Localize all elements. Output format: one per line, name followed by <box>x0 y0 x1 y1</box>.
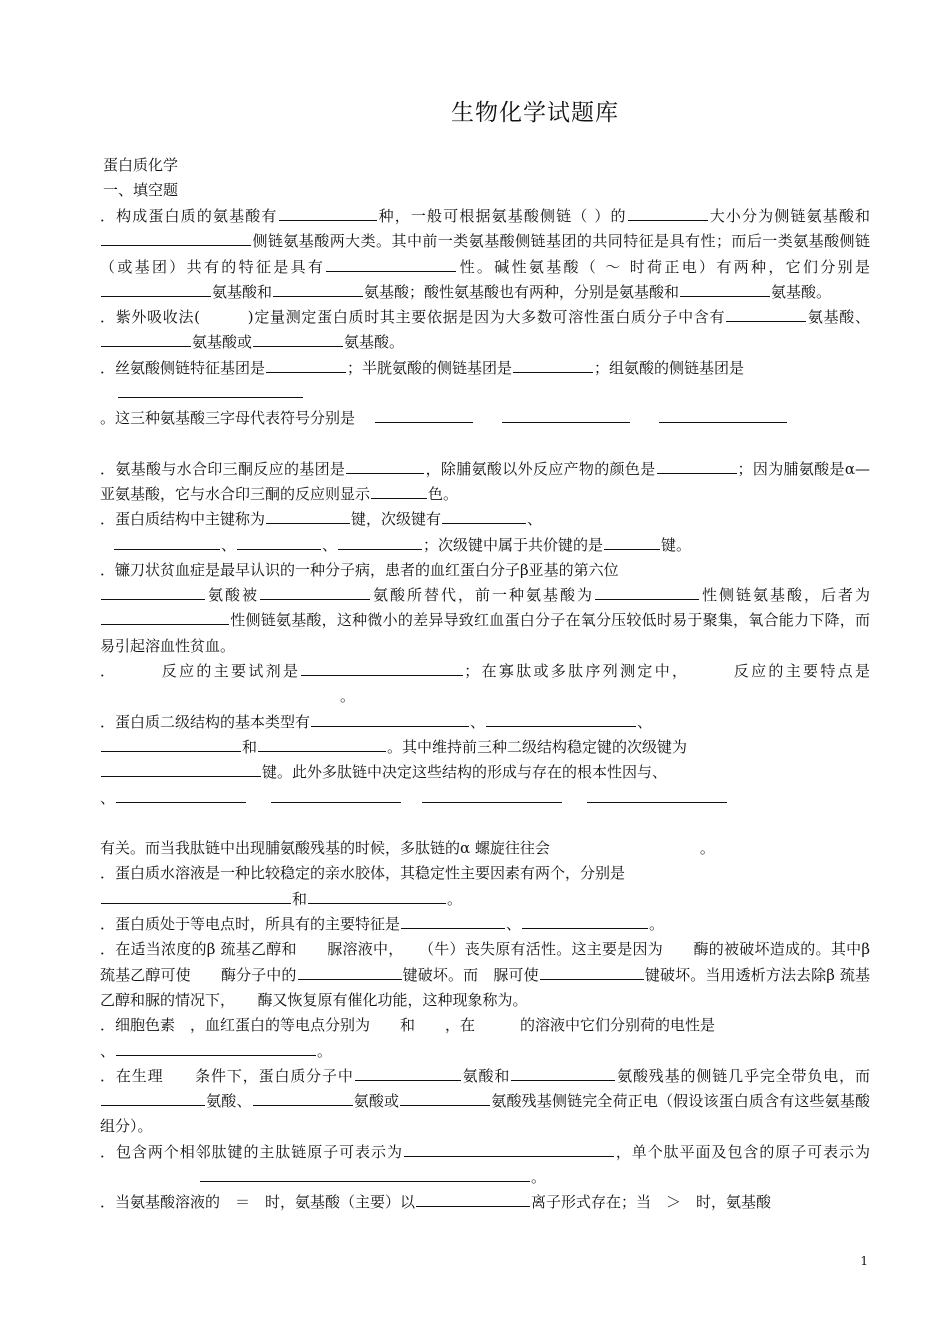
q10-text: ．蛋白质处于等电点时，所具有的主要特征是 <box>100 915 401 934</box>
q4-text: ；因为脯氨酸是α—亚氨基酸，它与水合印三酮的反应则显示 <box>100 459 870 503</box>
page-title: 生物化学试题库 <box>451 100 619 126</box>
q1-text: ．构成蛋白质的氨基酸有 <box>100 207 278 225</box>
q10-text: 。 <box>649 915 665 934</box>
q15-text: 离子形式存在；当 ＞ 时，氨基酸 <box>531 1193 772 1212</box>
question-6 <box>100 558 870 659</box>
answer-blank[interactable] <box>116 788 246 803</box>
q11-text: 键破坏。而 脲可使 <box>402 965 539 984</box>
q3-text: ；半胱氨酸的侧链基团是 <box>347 358 513 377</box>
q6-text: 性侧链氨基酸，后者为 <box>699 586 870 605</box>
answer-blank[interactable] <box>260 585 370 600</box>
q9-text: ．蛋白质水溶液是一种比较稳定的亲水胶体，其稳定性主要因素有两个，分别是 <box>100 864 626 883</box>
answer-blank[interactable] <box>326 257 456 272</box>
answer-blank[interactable] <box>258 737 386 752</box>
question-7 <box>100 659 870 710</box>
q13-text: 氨酸和 <box>461 1066 511 1085</box>
q5-text: 键，次级键有 <box>351 510 442 529</box>
q13-text: 氨酸残基侧链完全荷正电（假设该蛋白质含有这些氨基酸组分）。 <box>100 1092 870 1136</box>
answer-blank[interactable] <box>355 1066 461 1081</box>
q11-text: 。 <box>512 990 528 1009</box>
q13-text: 氨酸残基的侧链几乎完全带负电，而 <box>616 1066 870 1085</box>
answer-blank[interactable] <box>308 889 446 904</box>
question-list <box>100 204 870 1216</box>
q8-text: 键。此外多肽链中决定这些结构的形成与存在的根本性因与 <box>262 763 653 782</box>
q12-text: 。 <box>317 1041 333 1060</box>
q8-text: 。其中维持前三种二级结构稳定键的次级键为 <box>387 737 688 756</box>
answer-blank[interactable] <box>200 1167 530 1182</box>
answer-blank[interactable] <box>298 965 402 980</box>
section-heading: 一、填空题 <box>103 181 179 199</box>
q2-text: ．紫外吸收法( )定量测定蛋白质时其主要依据是因为大多数可溶性蛋白质分子中含有 <box>100 308 726 327</box>
q4-text: ，除脯氨酸以外反应产物的颜色是 <box>425 459 656 478</box>
page-number: 1 <box>860 1254 868 1268</box>
answer-blank[interactable] <box>116 1041 316 1056</box>
q6-text: 性侧链氨基酸，这种微小的差异导致红血蛋白分子在氧分压较低时易于聚集，氧合能力下降，而易引起溶血性贫血。 <box>100 611 870 655</box>
q2-text: 氨基酸。 <box>344 333 405 352</box>
q8-text: 有关。而当我肽链中出现脯氨酸残基的时候，多肽链的α 螺旋往往会 <box>100 839 550 858</box>
q8-text: 和 <box>242 737 258 756</box>
answer-blank[interactable] <box>657 459 737 474</box>
q5-text: 、 <box>322 535 338 554</box>
q14-text: 。 <box>531 1167 547 1186</box>
answer-blank[interactable] <box>659 408 787 423</box>
q1-text: 氨基酸和 <box>212 282 273 301</box>
answer-blank[interactable] <box>401 914 505 929</box>
answer-blank[interactable] <box>101 762 261 777</box>
q1-text: 氨基酸。 <box>771 282 832 301</box>
q6-text: 氨酸被 <box>206 586 259 605</box>
answer-blank[interactable] <box>346 459 424 474</box>
answer-blank[interactable] <box>502 408 630 423</box>
question-15 <box>100 1190 870 1215</box>
q8-text: 、 <box>637 712 653 731</box>
answer-blank[interactable] <box>540 965 644 980</box>
answer-blank[interactable] <box>271 788 401 803</box>
q3-text: ．丝氨酸侧链特征基团是 <box>100 358 266 377</box>
question-10 <box>100 912 870 937</box>
answer-blank[interactable] <box>522 914 648 929</box>
answer-blank[interactable] <box>101 1091 205 1106</box>
answer-blank[interactable] <box>587 788 727 803</box>
answer-blank[interactable] <box>338 535 422 550</box>
answer-blank[interactable] <box>237 535 321 550</box>
answer-blank[interactable] <box>253 332 343 347</box>
answer-blank[interactable] <box>253 1091 353 1106</box>
answer-blank[interactable] <box>266 509 350 524</box>
answer-blank[interactable] <box>301 661 463 676</box>
answer-blank[interactable] <box>101 610 229 625</box>
question-9 <box>100 861 870 912</box>
answer-blank[interactable] <box>118 383 303 398</box>
question-8 <box>100 710 870 862</box>
q9-text: 和 <box>292 889 308 908</box>
q8-text: 、 <box>652 763 668 782</box>
question-14 <box>100 1140 870 1191</box>
q3-text: 。这三种氨基酸三字母代表符号分别是 <box>100 409 356 428</box>
q14-text: ，单个肽平面及包含的原子可表示为 <box>614 1142 870 1161</box>
q7-text: ． 反应的主要试剂是 <box>100 662 301 681</box>
q13-text: 氨酸或 <box>353 1092 400 1111</box>
q13-text: 氨酸、 <box>206 1092 252 1111</box>
answer-blank[interactable] <box>416 1192 530 1207</box>
q11-text: ．在适当浓度的β 巯基乙醇和 脲溶液中， （牛）丧失原有活性。这主要是因为 酶的被破坏造成的。其中β 巯基乙醇可使 酶分子中的 <box>100 940 870 984</box>
answer-blank[interactable] <box>513 358 593 373</box>
question-13 <box>100 1064 870 1140</box>
answer-blank[interactable] <box>101 282 211 297</box>
q7-text: 。 <box>340 687 356 706</box>
q15-text: ．当氨基酸溶液的 ＝ 时，氨基酸（主要）以 <box>100 1193 416 1212</box>
q5-text: ；次级键中属于共价键的是 <box>423 535 604 554</box>
chapter-heading: 蛋白质化学 <box>103 156 179 174</box>
answer-blank[interactable] <box>400 1091 490 1106</box>
q12-text: ．细胞色素 ，血红蛋白的等电点分别为 和 ，在 的溶液中它们分别荷的电性是 <box>100 1016 716 1035</box>
answer-blank[interactable] <box>680 282 770 297</box>
q4-text: 色。 <box>428 484 459 503</box>
answer-blank[interactable] <box>311 712 469 727</box>
answer-blank[interactable] <box>404 1142 614 1157</box>
answer-blank[interactable] <box>371 484 427 499</box>
q8-text: 、 <box>100 788 116 807</box>
q5-text: 、 <box>221 535 237 554</box>
q10-text: 、 <box>506 915 522 934</box>
answer-blank[interactable] <box>595 585 699 600</box>
q11-text: 键破坏。当用透析方法去除β 巯基乙醇和脲的情况下， 酶又恢复原有催化功能，这种现象称为 <box>100 965 870 1009</box>
answer-blank[interactable] <box>279 206 377 221</box>
answer-blank[interactable] <box>511 1066 615 1081</box>
answer-blank[interactable] <box>486 712 636 727</box>
answer-blank[interactable] <box>375 408 473 423</box>
q1-text: 性。碱性氨基酸（ ～ 时荷正电）有两种，它们分别是 <box>457 257 870 276</box>
answer-blank[interactable] <box>266 358 346 373</box>
q2-text: 氨基酸或 <box>192 333 253 352</box>
answer-blank[interactable] <box>114 535 220 550</box>
question-11 <box>100 937 870 1013</box>
q1-text: 氨基酸；酸性氨基酸也有两种，分别是氨基酸和 <box>364 282 680 301</box>
answer-blank[interactable] <box>726 307 806 322</box>
q5-text: 键。 <box>661 535 692 554</box>
q8-text: 。 <box>699 839 715 858</box>
answer-blank[interactable] <box>101 332 191 347</box>
answer-blank[interactable] <box>101 585 205 600</box>
q1-text: 大小分为侧链氨基酸和 <box>708 207 870 225</box>
q5-text: ．蛋白质结构中主键称为 <box>100 510 266 529</box>
question-3 <box>100 356 870 432</box>
q6-text: ．镰刀状贫血症是最早认识的一种分子病，患者的血红蛋白分子β亚基的第六位 <box>100 560 619 579</box>
q8-text: 、 <box>470 712 486 731</box>
q4-text: ．氨基酸与水合印三酮反应的基团是 <box>100 459 346 478</box>
question-1 <box>100 204 870 305</box>
q2-text: 氨基酸、 <box>807 308 870 327</box>
q3-text: ；组氨酸的侧链基团是 <box>594 358 745 377</box>
q1-text: 侧链氨基酸两大类。其中前一类氨基酸侧链基团的共同特征是具有性；而后一类氨基酸侧链（或基团）共有的特征是具有 <box>100 232 870 276</box>
answer-blank[interactable] <box>101 889 291 904</box>
q13-text: ．在生理 条件下，蛋白质分子中 <box>100 1066 354 1085</box>
question-5 <box>100 507 870 558</box>
question-12 <box>100 1013 870 1064</box>
q8-text: ．蛋白质二级结构的基本类型有 <box>100 712 311 731</box>
answer-blank[interactable] <box>273 282 363 297</box>
answer-blank[interactable] <box>101 737 241 752</box>
answer-blank[interactable] <box>442 509 526 524</box>
answer-blank[interactable] <box>604 535 660 550</box>
q12-text: 、 <box>100 1041 116 1060</box>
question-4 <box>100 457 870 508</box>
q5-text: 、 <box>527 510 543 529</box>
q7-text: ；在寡肽或多肽序列测定中， 反应的主要特点是 <box>464 662 870 681</box>
q14-text: ．包含两个相邻肽键的主肽链原子可表示为 <box>100 1142 403 1161</box>
q6-text: 氨酸所替代，前一种氨基酸为 <box>371 586 594 605</box>
q1-text: 种，一般可根据氨基酸侧链（ ）的 <box>377 207 627 225</box>
answer-blank[interactable] <box>422 788 562 803</box>
question-2 <box>100 305 870 356</box>
q9-text: 。 <box>447 889 463 908</box>
answer-blank[interactable] <box>101 231 251 246</box>
answer-blank[interactable] <box>628 206 708 221</box>
